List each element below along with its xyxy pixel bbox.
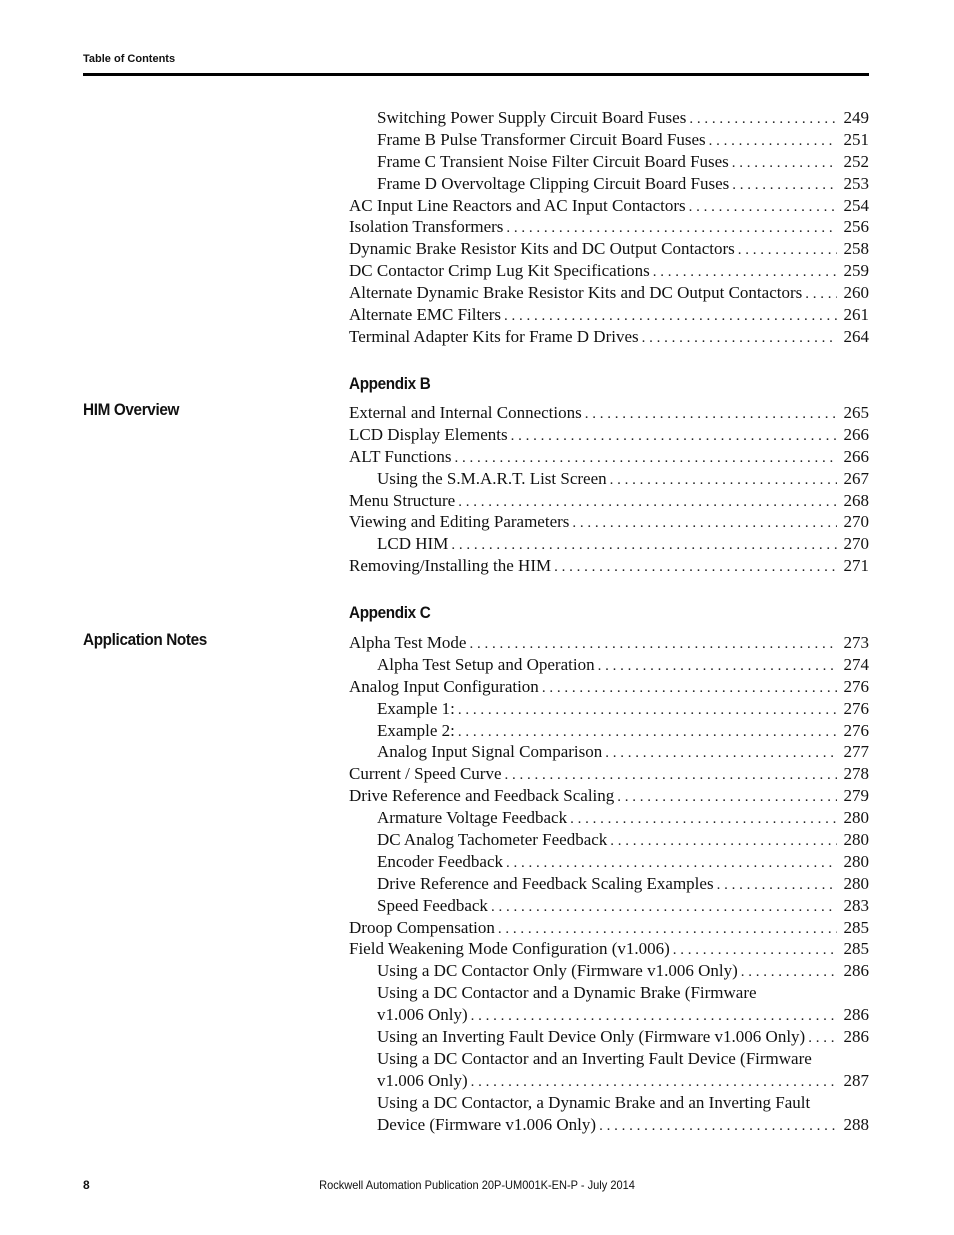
dot-leader <box>605 743 837 765</box>
toc-entry-page: 270 <box>843 534 869 554</box>
dot-leader <box>554 557 837 579</box>
toc-entry[interactable] <box>349 424 869 446</box>
toc-entry-title: Alternate Dynamic Brake Resistor Kits and DC Output Contactors <box>349 283 803 303</box>
toc-entry[interactable] <box>349 173 869 195</box>
dot-leader <box>642 328 837 350</box>
toc-entry-page: 279 <box>843 786 869 806</box>
toc-entry[interactable] <box>349 895 869 917</box>
toc-entry[interactable] <box>349 763 869 785</box>
toc-entry-page: 268 <box>843 490 869 510</box>
toc-entry-page: 270 <box>843 512 869 532</box>
toc-entry-page: 280 <box>843 873 869 893</box>
toc-entry-title: Terminal Adapter Kits for Frame D Drives <box>349 326 639 346</box>
toc-entry[interactable] <box>349 282 869 304</box>
toc-entry-title: Switching Power Supply Circuit Board Fuses <box>377 108 687 127</box>
dot-leader <box>570 809 837 831</box>
dot-leader <box>673 940 837 962</box>
dot-leader <box>506 853 837 875</box>
dot-leader <box>506 218 837 240</box>
toc-entry-title: v1.006 Only) <box>377 1005 468 1025</box>
toc-entry-title: Droop Compensation <box>349 917 495 937</box>
toc-entry-page: 259 <box>843 261 869 281</box>
toc-appendix-c <box>349 632 869 1135</box>
toc-entry[interactable] <box>349 468 869 490</box>
toc-entry[interactable] <box>349 260 869 282</box>
toc-entry-page: 286 <box>843 1027 869 1047</box>
toc-entry-title: LCD Display Elements <box>349 424 508 444</box>
dot-leader <box>504 306 837 328</box>
toc-entry-page: 276 <box>843 698 869 718</box>
toc-entry[interactable] <box>349 555 869 577</box>
toc-entry[interactable] <box>349 873 869 895</box>
dot-leader <box>491 897 837 919</box>
toc-entry-page: 261 <box>843 305 869 325</box>
dot-leader <box>732 175 837 197</box>
dot-leader <box>458 700 837 722</box>
toc-entry-title: Removing/Installing the HIM <box>349 556 552 576</box>
toc-entry-page: 253 <box>843 173 869 193</box>
toc-entry-title: Drive Reference and Feedback Scaling <box>349 786 615 806</box>
toc-entry[interactable] <box>349 654 869 676</box>
toc-entry-page: 288 <box>843 1114 869 1134</box>
toc-entry[interactable] <box>349 216 869 238</box>
toc-entry-page: 283 <box>843 895 869 915</box>
toc-entry[interactable] <box>349 195 869 217</box>
toc-entry[interactable] <box>349 1004 869 1026</box>
toc-entry-title: Isolation Transformers <box>349 217 504 237</box>
toc-entry[interactable] <box>349 107 869 129</box>
appendix-b-title: HIM Overview <box>83 400 180 419</box>
page-number: 8 <box>83 1178 90 1192</box>
toc-entry[interactable] <box>349 938 869 960</box>
toc-entry-page: 266 <box>843 424 869 444</box>
toc-entry-title: Encoder Feedback <box>377 851 504 871</box>
toc-top-section <box>349 107 869 348</box>
dot-leader <box>458 492 837 514</box>
toc-entry-page: 280 <box>843 851 869 871</box>
dot-leader <box>505 765 838 787</box>
toc-entry-page: 258 <box>843 239 869 259</box>
dot-leader <box>599 1116 837 1138</box>
dot-leader <box>451 535 837 557</box>
toc-entry-title: Example 2: <box>377 720 455 740</box>
toc-entry[interactable] <box>349 1070 869 1092</box>
dot-leader <box>717 875 837 897</box>
toc-entry-title: Field Weakening Mode Configuration (v1.006) <box>349 939 670 959</box>
toc-entry-page: 276 <box>843 676 869 696</box>
dot-leader <box>572 513 837 535</box>
dot-leader <box>653 262 837 284</box>
dot-leader <box>805 284 837 306</box>
dot-leader <box>610 470 837 492</box>
toc-entry[interactable] <box>349 807 869 829</box>
dot-leader <box>585 404 837 426</box>
toc-entry[interactable] <box>349 402 869 424</box>
toc-entry-page: 264 <box>843 326 869 346</box>
dot-leader <box>469 634 837 656</box>
toc-entry-page: 285 <box>843 917 869 937</box>
dot-leader <box>732 153 837 175</box>
toc-entry-title: Using a DC Contactor Only (Firmware v1.006 Only) <box>377 961 738 981</box>
toc-entry[interactable] <box>349 960 869 982</box>
dot-leader <box>808 1028 837 1050</box>
toc-entry-title: Using an Inverting Fault Device Only (Firmware v1.006 Only) <box>377 1027 806 1047</box>
toc-entry-page: 273 <box>843 633 869 652</box>
toc-entry-page: 286 <box>843 1005 869 1025</box>
dot-leader <box>610 831 837 853</box>
toc-entry-title: LCD HIM <box>377 534 449 554</box>
publication-footer: Rockwell Automation Publication 20P-UM001K-EN-P - July 2014 <box>319 1178 635 1192</box>
header-rule <box>83 73 869 76</box>
toc-entry-page: 276 <box>843 720 869 740</box>
toc-entry-title: Viewing and Editing Parameters <box>349 512 570 532</box>
toc-entry-title: Drive Reference and Feedback Scaling Examples <box>377 873 714 893</box>
toc-entry-page: 286 <box>843 961 869 981</box>
toc-entry-page: 280 <box>843 808 869 828</box>
toc-entry-page: 287 <box>843 1070 869 1090</box>
toc-entry[interactable] <box>349 151 869 173</box>
dot-leader <box>617 787 837 809</box>
toc-entry-title-line: Using a DC Contactor, a Dynamic Brake and an Inverting Fault <box>377 1092 811 1112</box>
toc-entry-page: 260 <box>843 283 869 303</box>
toc-entry-page: 265 <box>843 403 869 422</box>
toc-entry[interactable] <box>349 304 869 326</box>
toc-entry-page: 285 <box>843 939 869 959</box>
toc-entry-page: 277 <box>843 742 869 762</box>
toc-entry-page: 254 <box>843 195 869 215</box>
toc-entry-title: Frame D Overvoltage Clipping Circuit Board Fuses <box>377 173 730 193</box>
toc-entry[interactable] <box>349 490 869 512</box>
toc-entry-title: v1.006 Only) <box>377 1070 468 1090</box>
toc-entry-title: Dynamic Brake Resistor Kits and DC Output Contactors <box>349 239 735 259</box>
toc-entry[interactable] <box>349 1114 869 1136</box>
toc-entry-title: Frame B Pulse Transformer Circuit Board Fuses <box>377 129 706 149</box>
toc-entry[interactable] <box>349 326 869 348</box>
toc-entry-title: Analog Input Signal Comparison <box>377 742 603 762</box>
toc-entry-title: Frame C Transient Noise Filter Circuit Board Fuses <box>377 151 729 171</box>
toc-entry[interactable] <box>349 1026 869 1048</box>
toc-entry[interactable] <box>349 533 869 555</box>
dot-leader <box>542 678 837 700</box>
toc-entry[interactable] <box>349 741 869 763</box>
dot-leader <box>689 109 837 131</box>
dot-leader <box>738 240 837 262</box>
toc-entry[interactable] <box>349 632 869 654</box>
toc-entry-title: Using the S.M.A.R.T. List Screen <box>377 468 607 488</box>
dot-leader <box>689 197 837 219</box>
toc-entry[interactable] <box>349 720 869 742</box>
toc-entry-title: Example 1: <box>377 698 455 718</box>
toc-entry[interactable] <box>349 446 869 468</box>
toc-entry[interactable] <box>349 129 869 151</box>
appendix-b-label: Appendix B <box>349 374 431 393</box>
toc-entry-title: ALT Functions <box>349 446 452 466</box>
toc-entry-page: 267 <box>843 468 869 488</box>
toc-entry-page: 274 <box>843 654 869 674</box>
toc-entry-title: Analog Input Configuration <box>349 676 539 696</box>
toc-entry-title: Menu Structure <box>349 490 456 510</box>
toc-entry[interactable] <box>349 851 869 873</box>
toc-entry-page: 271 <box>843 556 869 576</box>
toc-entry-title: Alternate EMC Filters <box>349 305 502 325</box>
toc-entry-title: Alpha Test Mode <box>349 633 467 652</box>
toc-entry-title: External and Internal Connections <box>349 403 582 422</box>
toc-entry-title: Armature Voltage Feedback <box>377 808 568 828</box>
dot-leader <box>741 962 837 984</box>
dot-leader <box>471 1006 837 1028</box>
toc-entry-title: DC Analog Tachometer Feedback <box>377 830 608 850</box>
appendix-c-title: Application Notes <box>83 630 207 649</box>
toc-entry-title: Alpha Test Setup and Operation <box>377 654 595 674</box>
dot-leader <box>511 426 837 448</box>
toc-entry-title-line: Using a DC Contactor and an Inverting Fault Device (Firmware <box>377 1048 812 1068</box>
dot-leader <box>455 448 838 470</box>
toc-entry[interactable] <box>349 676 869 698</box>
toc-entry-title: Current / Speed Curve <box>349 764 502 784</box>
toc-entry-page: 249 <box>843 108 869 127</box>
dot-leader <box>598 656 837 678</box>
dot-leader <box>471 1072 837 1094</box>
toc-entry[interactable] <box>349 917 869 939</box>
toc-entry-title: Device (Firmware v1.006 Only) <box>377 1114 597 1134</box>
toc-entry-page: 278 <box>843 764 869 784</box>
toc-entry[interactable] <box>349 511 869 533</box>
dot-leader <box>709 131 837 153</box>
dot-leader <box>458 722 837 744</box>
toc-entry-page: 252 <box>843 151 869 171</box>
toc-entry[interactable] <box>349 238 869 260</box>
toc-entry-page: 256 <box>843 217 869 237</box>
toc-appendix-b <box>349 402 869 577</box>
toc-entry[interactable] <box>349 829 869 851</box>
toc-entry-title: Speed Feedback <box>377 895 488 915</box>
toc-entry[interactable] <box>349 785 869 807</box>
toc-entry[interactable] <box>349 698 869 720</box>
toc-entry-title-line: Using a DC Contactor and a Dynamic Brake (Firmware <box>377 983 757 1003</box>
toc-entry-title: DC Contactor Crimp Lug Kit Specifications <box>349 261 650 281</box>
appendix-c-label: Appendix C <box>349 603 431 622</box>
toc-entry-page: 266 <box>843 446 869 466</box>
toc-entry-page: 251 <box>843 129 869 149</box>
running-header: Table of Contents <box>83 53 176 65</box>
toc-entry-title: AC Input Line Reactors and AC Input Contactors <box>349 195 686 215</box>
toc-entry-page: 280 <box>843 830 869 850</box>
dot-leader <box>498 919 837 941</box>
